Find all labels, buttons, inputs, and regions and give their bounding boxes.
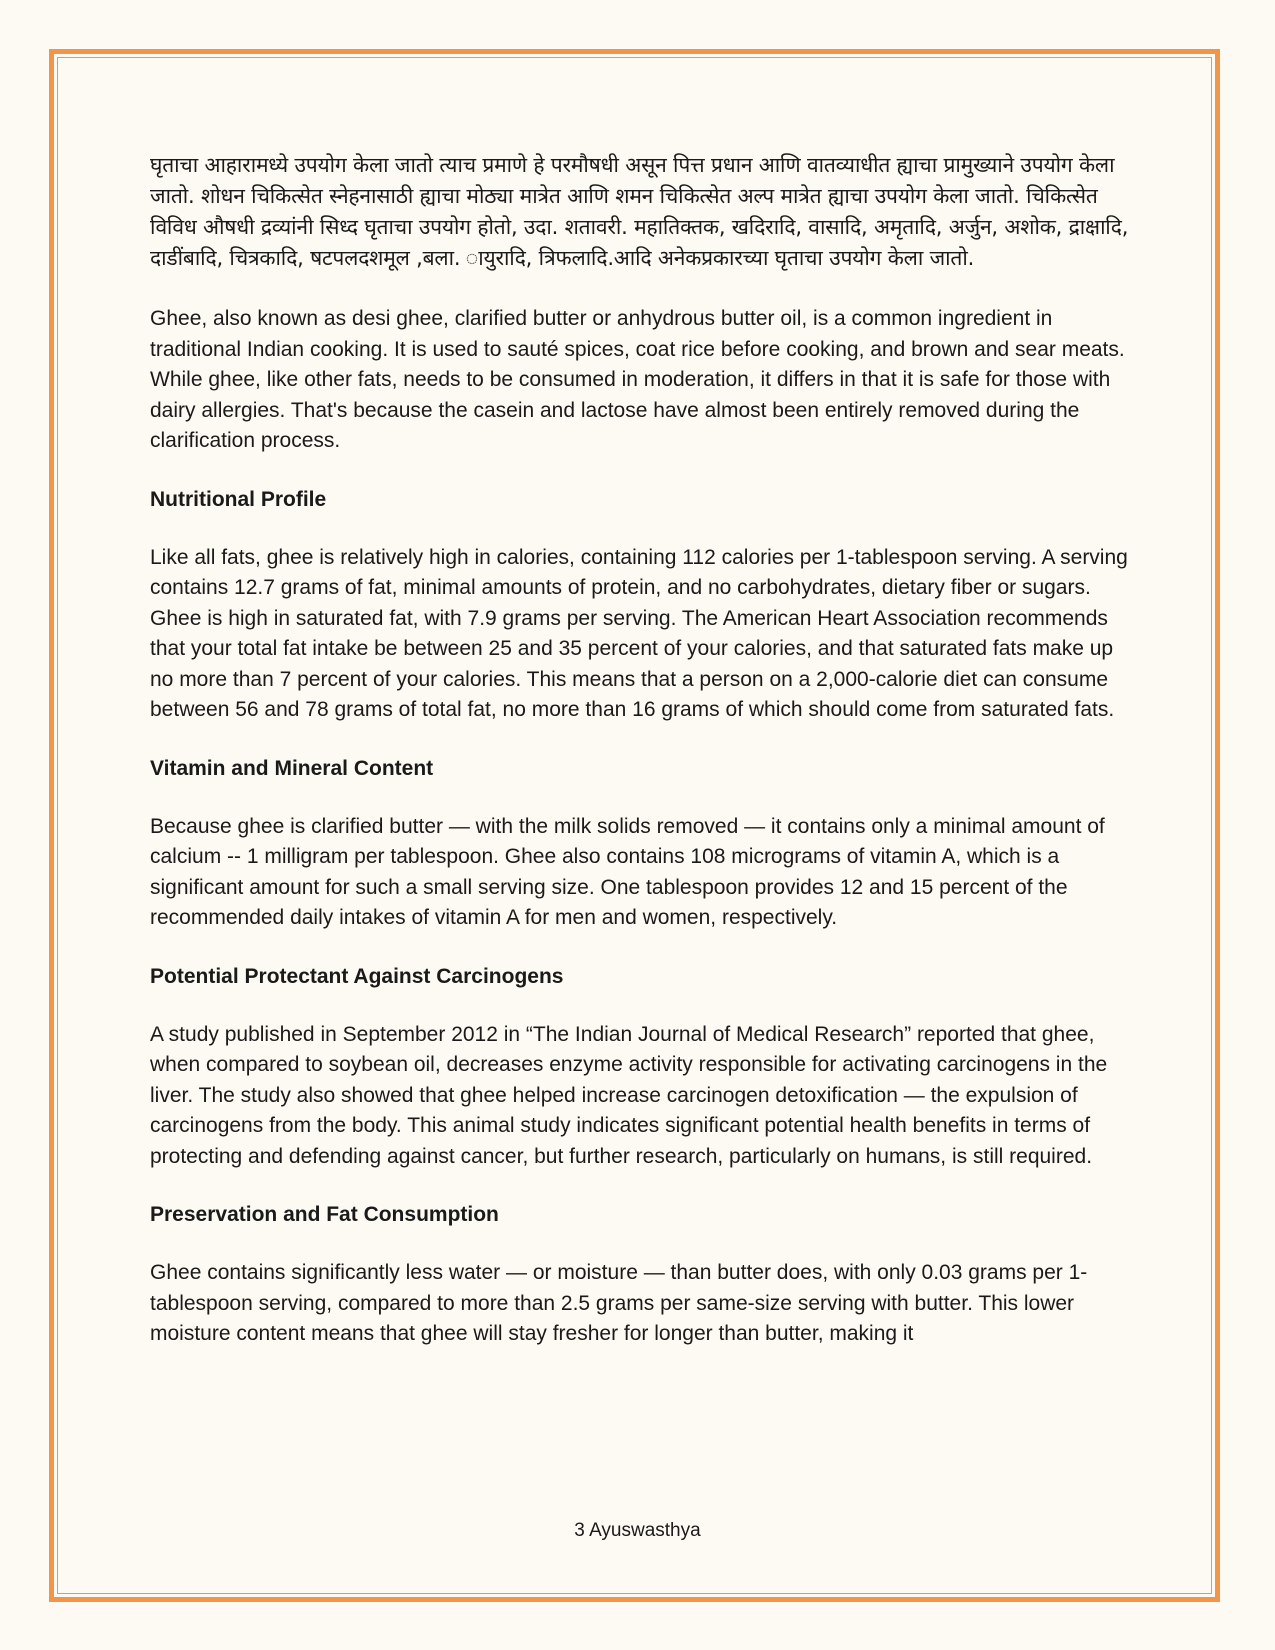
section-heading-nutritional-profile: Nutritional Profile	[150, 487, 327, 511]
document-body	[150, 150, 1130, 1350]
section-heading-carcinogens: Potential Protectant Against Carcinogens	[150, 964, 564, 988]
marathi-paragraph: घृताचा आहारामध्ये उपयोग केला जातो त्याच प्रमाणे हे परमौषधी असून पित्त प्रधान आणि वातव्याधीत ह्याचा प्रामुख्याने उपयोग केला जातो. शोधन चिकित्सेत स्नेहनासाठी ह्याचा मोठ्या मात्रेत आणि शमन चिकित्सेत अल्प मात्रेत ह्याचा उपयोग केला जातो. चिकित्सेत विविध औषधी द्रव्यांनी सिध्द घृताचा उपयोग होतो, उदा. शतावरी. महातिक्तक, खदिरादि, वासादि, अमृतादि, अर्जुन, अशोक, द्राक्षादि, दाडींबादि, चित्रकादि, षटपलदशमूल ,बला. ायुरादि, त्रिफलादि.आदि अनेकप्रकारच्या घृताचा उपयोग केला जातो.	[150, 153, 1129, 270]
section-text-nutritional-profile: Like all fats, ghee is relatively high in calories, containing 112 calories per 1-tablespoon serving. A serving contains 12.7 grams of fat, minimal amounts of protein, and no carbohydrates, dietary fiber or sugars. Ghee is high in saturated fat, with 7.9 grams per serving. The American Heart Association recommends that your total fat intake be between 25 and 35 percent of your calories, and that saturated fats make up no more than 7 percent of your calories. This means that a person on a 2,000-calorie diet can consume between 56 and 78 grams of total fat, no more than 16 grams of which should come from saturated fats.	[150, 545, 1128, 721]
section-text-vitamin-mineral: Because ghee is clarified butter — with the milk solids removed — it contains only a minimal amount of calcium -- 1 milligram per tablespoon. Ghee also contains 108 micrograms of vitamin A, which is a significant amount for such a small serving size. One tablespoon provides 12 and 15 percent of the recommended daily intakes of vitamin A for men and women, respectively.	[150, 814, 1105, 929]
section-heading-vitamin-mineral: Vitamin and Mineral Content	[150, 756, 434, 780]
section-text-preservation: Ghee contains significantly less water — or moisture — than butter does, with only 0.03 grams per 1-tablespoon serving, compared to more than 2.5 grams per same-size serving with butter. This lower moisture content means that ghee will stay fresher for longer than butter, making it	[150, 1261, 1088, 1345]
page-footer: 3 Ayuswasthya	[574, 1520, 701, 1541]
section-text-carcinogens: A study published in September 2012 in “The Indian Journal of Medical Research” reported that ghee, when compared to soybean oil, decreases enzyme activity responsible for activating carcinogens in the liver. The study also showed that ghee helped increase carcinogen detoxification — the expulsion of carcinogens from the body. This animal study indicates significant potential health benefits in terms of protecting and defending against cancer, but further research, particularly on humans, is still required.	[150, 1022, 1108, 1168]
section-heading-preservation: Preservation and Fat Consumption	[150, 1203, 499, 1226]
intro-paragraph: Ghee, also known as desi ghee, clarified butter or anhydrous butter oil, is a common ingredient in traditional Indian cooking. It is used to sauté spices, coat rice before cooking, and brown and sear meats. While ghee, like other fats, needs to be consumed in moderation, it differs in that it is safe for those with dairy allergies. That's because the casein and lactose have almost been entirely removed during the clarification process.	[150, 307, 1125, 452]
